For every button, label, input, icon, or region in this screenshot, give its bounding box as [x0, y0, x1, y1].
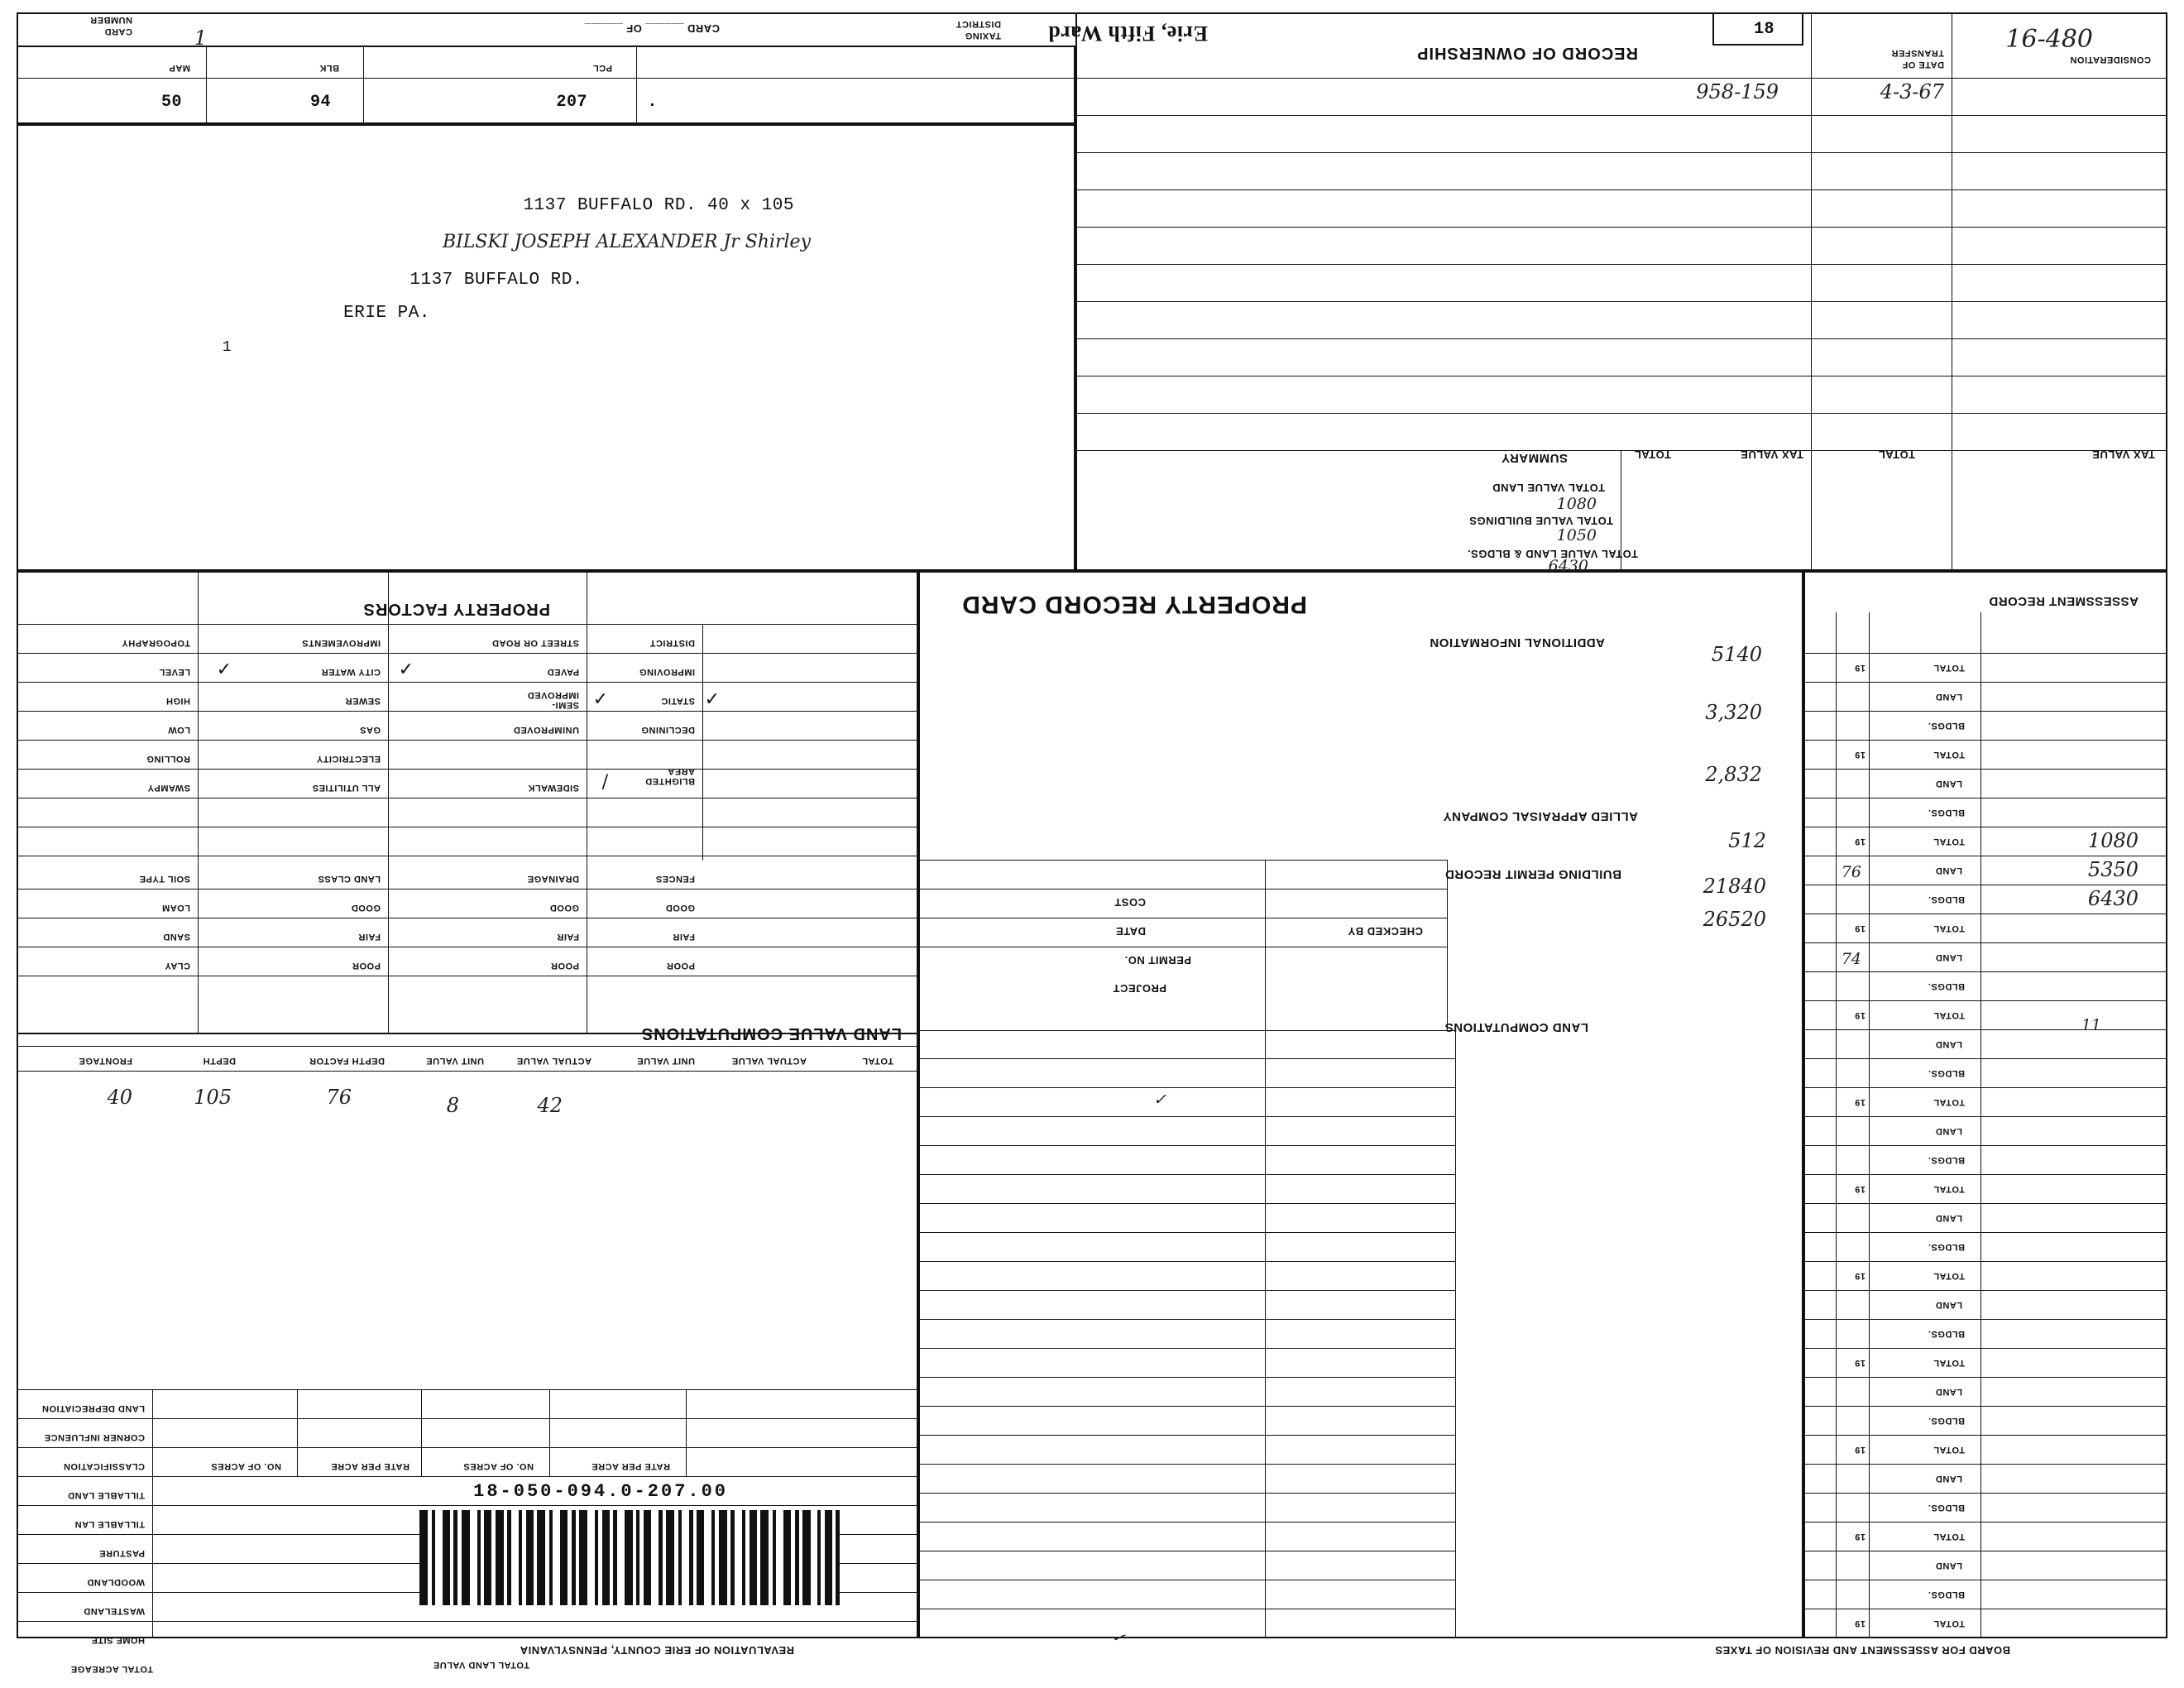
- card-of-label: CARD ______ OF ______: [584, 22, 720, 35]
- assessment-hand-land: 1080: [2087, 829, 2138, 852]
- note-5140: 5140: [1711, 643, 1762, 666]
- assessment-record-title: ASSESSMENT RECORD: [1988, 594, 2138, 608]
- pcl-label: PCL: [592, 63, 612, 73]
- note-21840: 21840: [1703, 875, 1766, 898]
- ownership-title: RECORD OF OWNERSHIP: [1416, 44, 1638, 62]
- assessment-hand-year-b: 74: [1841, 950, 1861, 968]
- ownership-panel: [1075, 12, 2167, 571]
- owner-name: BILSKI JOSEPH ALEXANDER Jr Shirley: [442, 232, 811, 252]
- appraisal-company-name: ALLIED APPRAISAL COMPANY: [1443, 809, 1638, 823]
- parcel-strip: [17, 46, 1075, 124]
- additional-information-title: ADDITIONAL INFORMATION: [1429, 635, 1605, 650]
- ownership-entry-book: 958-159: [1696, 80, 1779, 103]
- owner-trailing: 1: [222, 339, 232, 356]
- checked-by-label: CHECKED BY: [1348, 925, 1423, 938]
- assessment-hand-total: 6430: [2087, 887, 2138, 910]
- date-of-transfer-label: DATE OF TRANSFER: [1891, 48, 1944, 70]
- note-26520: 26520: [1703, 908, 1766, 931]
- note-2832: 2,832: [1705, 763, 1762, 786]
- assessment-hand-misc: 11: [2081, 1016, 2101, 1034]
- summary-row-total: TOTAL VALUE LAND & BLDGS.: [1467, 548, 1638, 560]
- note-512: 512: [1728, 829, 1766, 852]
- owner-street: 1137 BUFFALO RD.: [410, 271, 583, 290]
- owner-address-line: 1137 BUFFALO RD. 40 x 105: [523, 196, 794, 215]
- consideration-label: CONSIDERATION: [2070, 55, 2151, 65]
- building-permit-record-title: BUILDING PERMIT RECORD: [1444, 867, 1621, 881]
- corner-note: 16-480: [2005, 25, 2093, 54]
- summary-row-land: TOTAL VALUE LAND: [1492, 482, 1605, 494]
- page-title: PROPERTY RECORD CARD: [961, 591, 1307, 618]
- card-number-label: CARD NUMBER: [89, 15, 132, 36]
- owner-panel: [17, 124, 1075, 571]
- check-static: ✓: [704, 689, 720, 710]
- property-factors-title: PROPERTY FACTORS: [362, 600, 550, 618]
- card-number-value: 1: [194, 26, 207, 50]
- check-city-water: ✓: [398, 659, 414, 680]
- header-left-text: BOARD FOR ASSESSMENT AND REVISION OF TAXES: [1714, 1644, 2010, 1657]
- permit-cost-label: COST: [1114, 896, 1146, 909]
- check-level: ✓: [216, 659, 232, 680]
- assessment-hand-bldgs: 5350: [2087, 858, 2138, 881]
- land-computations-label: LAND COMPUTATIONS: [1444, 1020, 1588, 1034]
- page-stamp: 18: [1753, 20, 1774, 39]
- check-semi-improved: ✓: [592, 689, 608, 710]
- owner-city: ERIE PA.: [343, 304, 430, 323]
- summary-row-bldgs: TOTAL VALUE BUILDINGS: [1468, 515, 1613, 527]
- map-label: MAP: [169, 63, 190, 73]
- header-right-text: REVALUATION OF ERIE COUNTY, PENNSYLVANIA: [520, 1644, 794, 1657]
- scan-sheet: BOARD FOR ASSESSMENT AND REVISION OF TAXES REVALUATION OF ERIE COUNTY, PENNSYLVANIA 16-480 ASSESSMENT RECORD TOTAL 19 BLDGS. LAND TOTAL 19 BLDGS. LAND TOTAL 19 BLDGS. LAND TOTAL 19 BLDGS. LAND TOTAL 19 BLDGS. LAND TOTAL 19 BLDGS. LAND TOTAL 19 BLDGS. LAND TOTAL 19 BLDGS. LAND TOTAL 19 BLDGS. LAND TOTAL 19 BLDGS. LAND TOTAL 19 BLDGS. LAND TOTAL 19 1080 5350 6430 76 74 11 PROPERTY RECORD CARD ADDITIONAL INFORMATION ALLIED APPRAISAL COMPANY BUILDING PERMIT RECORD 512 21840 26520 2,832 3,320 5140 PERMIT NO. DATE COST PROJECT CHECKED BY ✓ LAND COMPUTATIONS LAND VALUE COMPUTATIONS FRONTAGE DEPTH DEPTH FACTOR UNIT VALUE ACTUAL VALUE UNIT VALUE ACTUAL VALUE TOTAL 40 105 76 8 42 ✓ CLASSIFICATION NO. OF ACRES RATE PER ACRE NO. OF ACRES RATE PER ACRE TILLABLE LAND TILLABLE LAN PASTURE WOODLAND WASTELAND HOME SITE TOTAL ACREAGE TOTAL LAND VALUE CORNER INFLUENCE LAND DEPRECIATION 18-050-094.0-207.00 PROPERTY FACTORS TOPOGRAPHY IMPROVEMENTS STREET OR ROAD DISTRICT LEVEL HIGH LOW ROLLING SWAMPY CITY WATER SEWER GAS ELECTRICITY ALL UTILITIES PAVED SEMI- IMPROVED UNIMPROVED SIDEWALK IMPROVING STATIC DECLINING BLIGHTED AREA SOIL TYPE LAND CLASS DRAINAGE FENCES LOAM SAND CLAY GOOD FAIR POOR GOOD FAIR POOR GOOD FAIR POOR ✓ ✓ ✓ ✓ / RECORD OF OWNERSHIP DATE OF TRANSFER CONSIDERATION 958-159 4-3-67 SUMMARY TOTAL TAX VALUE TOTAL TAX VALUE TOTAL VALUE LAND TOTAL VALUE BUILDINGS TOTAL VALUE LAND & BLDGS. 1080 1050 6430 1137 BUFFALO RD. 40 x 105 BILSKI JOSEPH ALEXANDER Jr Shirley 1137 BUFFALO RD. ERIE PA. 1 MAP BLK PCL 50 94 207 . CARD NUMBER 1 CARD ______ OF ______ TAXING DISTRICT Erie, Fifth Ward 18: [0, 0, 2184, 1688]
- permit-project-label: PROJECT: [1113, 982, 1166, 995]
- parcel-dot: .: [647, 93, 658, 112]
- land-value-title: LAND VALUE COMPUTATIONS: [640, 1024, 902, 1043]
- blk-label: BLK: [318, 63, 339, 73]
- assessment-hand-year-a: 76: [1841, 863, 1861, 881]
- permit-date-label: DATE: [1115, 925, 1146, 938]
- taxing-district-value: Erie, Fifth Ward: [1047, 22, 1208, 46]
- summary-title: SUMMARY: [1501, 451, 1568, 465]
- check-sidewalk: /: [601, 772, 608, 793]
- barcode-number: 18-050-094.0-207.00: [473, 1481, 728, 1502]
- pcl-value: 207: [556, 93, 587, 112]
- ownership-entry-date: 4-3-67: [1880, 80, 1944, 103]
- parcel-barcode: [261, 1510, 840, 1605]
- taxing-district-label: TAXING DISTRICT: [956, 19, 1001, 41]
- blk-value: 94: [309, 93, 331, 112]
- permit-no-label: PERMIT NO.: [1124, 954, 1191, 966]
- map-value: 50: [160, 93, 182, 112]
- note-3320: 3,320: [1705, 701, 1762, 724]
